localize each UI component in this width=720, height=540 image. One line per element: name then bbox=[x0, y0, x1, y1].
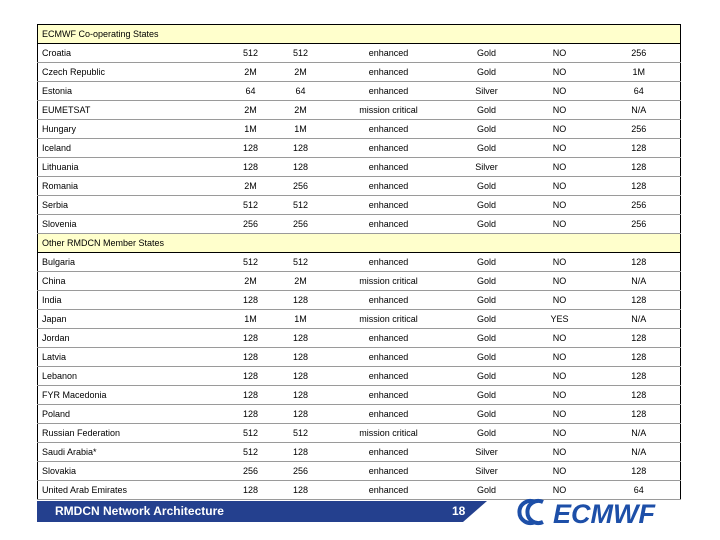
outbound-bandwidth-cell: 128 bbox=[276, 367, 326, 386]
service-class-cell: Gold bbox=[452, 405, 522, 424]
outbound-bandwidth-cell: 256 bbox=[276, 462, 326, 481]
outbound-bandwidth-cell: 1M bbox=[276, 310, 326, 329]
country-name-cell: Bulgaria bbox=[38, 253, 226, 272]
table-row bbox=[38, 291, 681, 310]
backup-bandwidth-cell: 1M bbox=[598, 63, 681, 82]
backup-bandwidth-cell: N/A bbox=[598, 443, 681, 462]
backup-bandwidth-cell: 128 bbox=[598, 405, 681, 424]
inbound-bandwidth-cell: 2M bbox=[226, 101, 276, 120]
backup-flag-cell: NO bbox=[522, 158, 598, 177]
backup-flag-cell: NO bbox=[522, 443, 598, 462]
inbound-bandwidth-cell: 512 bbox=[226, 44, 276, 63]
backup-flag-cell: NO bbox=[522, 291, 598, 310]
backup-flag-cell: NO bbox=[522, 82, 598, 101]
table-row bbox=[38, 386, 681, 405]
backup-flag-cell: NO bbox=[522, 481, 598, 500]
section-title: Other RMDCN Member States bbox=[38, 234, 681, 253]
backup-bandwidth-cell: 128 bbox=[598, 367, 681, 386]
inbound-bandwidth-cell: 512 bbox=[226, 196, 276, 215]
outbound-bandwidth-cell: 128 bbox=[276, 386, 326, 405]
service-class-cell: Gold bbox=[452, 215, 522, 234]
backup-flag-cell: NO bbox=[522, 405, 598, 424]
access-type-cell: enhanced bbox=[326, 215, 452, 234]
table-row bbox=[38, 272, 681, 291]
country-name-cell: Japan bbox=[38, 310, 226, 329]
section-header bbox=[38, 25, 681, 44]
outbound-bandwidth-cell: 128 bbox=[276, 405, 326, 424]
inbound-bandwidth-cell: 128 bbox=[226, 348, 276, 367]
country-name-cell: Lithuania bbox=[38, 158, 226, 177]
backup-flag-cell: NO bbox=[522, 101, 598, 120]
table-row bbox=[38, 329, 681, 348]
inbound-bandwidth-cell: 128 bbox=[226, 139, 276, 158]
outbound-bandwidth-cell: 512 bbox=[276, 424, 326, 443]
member-states-table-container bbox=[37, 24, 680, 500]
access-type-cell: enhanced bbox=[326, 44, 452, 63]
table-row bbox=[38, 196, 681, 215]
service-class-cell: Silver bbox=[452, 158, 522, 177]
table-row bbox=[38, 63, 681, 82]
service-class-cell: Gold bbox=[452, 386, 522, 405]
backup-flag-cell: YES bbox=[522, 310, 598, 329]
access-type-cell: enhanced bbox=[326, 63, 452, 82]
backup-flag-cell: NO bbox=[522, 120, 598, 139]
table-row bbox=[38, 424, 681, 443]
inbound-bandwidth-cell: 256 bbox=[226, 462, 276, 481]
access-type-cell: enhanced bbox=[326, 348, 452, 367]
backup-flag-cell: NO bbox=[522, 44, 598, 63]
inbound-bandwidth-cell: 2M bbox=[226, 177, 276, 196]
footer-title: RMDCN Network Architecture bbox=[55, 504, 224, 518]
country-name-cell: India bbox=[38, 291, 226, 310]
service-class-cell: Gold bbox=[452, 44, 522, 63]
backup-bandwidth-cell: 256 bbox=[598, 44, 681, 63]
table-row bbox=[38, 367, 681, 386]
inbound-bandwidth-cell: 512 bbox=[226, 253, 276, 272]
inbound-bandwidth-cell: 128 bbox=[226, 367, 276, 386]
outbound-bandwidth-cell: 1M bbox=[276, 120, 326, 139]
backup-bandwidth-cell: 128 bbox=[598, 386, 681, 405]
outbound-bandwidth-cell: 64 bbox=[276, 82, 326, 101]
table-row bbox=[38, 82, 681, 101]
member-states-table bbox=[37, 24, 681, 500]
table-row bbox=[38, 310, 681, 329]
access-type-cell: enhanced bbox=[326, 158, 452, 177]
country-name-cell: Poland bbox=[38, 405, 226, 424]
access-type-cell: enhanced bbox=[326, 291, 452, 310]
access-type-cell: enhanced bbox=[326, 462, 452, 481]
page-number: 18 bbox=[452, 504, 466, 518]
country-name-cell: Slovenia bbox=[38, 215, 226, 234]
backup-flag-cell: NO bbox=[522, 215, 598, 234]
country-name-cell: FYR Macedonia bbox=[38, 386, 226, 405]
inbound-bandwidth-cell: 2M bbox=[226, 272, 276, 291]
country-name-cell: Estonia bbox=[38, 82, 226, 101]
outbound-bandwidth-cell: 512 bbox=[276, 44, 326, 63]
backup-bandwidth-cell: N/A bbox=[598, 272, 681, 291]
access-type-cell: enhanced bbox=[326, 329, 452, 348]
outbound-bandwidth-cell: 2M bbox=[276, 272, 326, 291]
outbound-bandwidth-cell: 128 bbox=[276, 443, 326, 462]
inbound-bandwidth-cell: 128 bbox=[226, 405, 276, 424]
inbound-bandwidth-cell: 128 bbox=[226, 386, 276, 405]
backup-bandwidth-cell: 128 bbox=[598, 139, 681, 158]
access-type-cell: enhanced bbox=[326, 82, 452, 101]
service-class-cell: Gold bbox=[452, 120, 522, 139]
outbound-bandwidth-cell: 128 bbox=[276, 481, 326, 500]
backup-flag-cell: NO bbox=[522, 63, 598, 82]
service-class-cell: Gold bbox=[452, 329, 522, 348]
access-type-cell: enhanced bbox=[326, 443, 452, 462]
table-row bbox=[38, 215, 681, 234]
backup-bandwidth-cell: 128 bbox=[598, 462, 681, 481]
backup-bandwidth-cell: 128 bbox=[598, 329, 681, 348]
backup-flag-cell: NO bbox=[522, 196, 598, 215]
access-type-cell: mission critical bbox=[326, 310, 452, 329]
country-name-cell: Lebanon bbox=[38, 367, 226, 386]
backup-flag-cell: NO bbox=[522, 139, 598, 158]
table-row bbox=[38, 139, 681, 158]
backup-bandwidth-cell: 256 bbox=[598, 196, 681, 215]
inbound-bandwidth-cell: 128 bbox=[226, 291, 276, 310]
access-type-cell: enhanced bbox=[326, 367, 452, 386]
service-class-cell: Gold bbox=[452, 196, 522, 215]
service-class-cell: Gold bbox=[452, 101, 522, 120]
service-class-cell: Gold bbox=[452, 481, 522, 500]
inbound-bandwidth-cell: 64 bbox=[226, 82, 276, 101]
access-type-cell: mission critical bbox=[326, 101, 452, 120]
outbound-bandwidth-cell: 512 bbox=[276, 196, 326, 215]
backup-bandwidth-cell: 128 bbox=[598, 177, 681, 196]
backup-flag-cell: NO bbox=[522, 462, 598, 481]
table-row bbox=[38, 44, 681, 63]
table-row bbox=[38, 120, 681, 139]
ecmwf-logo bbox=[505, 495, 675, 529]
backup-bandwidth-cell: 256 bbox=[598, 215, 681, 234]
outbound-bandwidth-cell: 2M bbox=[276, 63, 326, 82]
table-row bbox=[38, 253, 681, 272]
backup-flag-cell: NO bbox=[522, 177, 598, 196]
outbound-bandwidth-cell: 128 bbox=[276, 329, 326, 348]
inbound-bandwidth-cell: 1M bbox=[226, 310, 276, 329]
outbound-bandwidth-cell: 2M bbox=[276, 101, 326, 120]
country-name-cell: Serbia bbox=[38, 196, 226, 215]
country-name-cell: Russian Federation bbox=[38, 424, 226, 443]
country-name-cell: Czech Republic bbox=[38, 63, 226, 82]
table-row bbox=[38, 348, 681, 367]
table-row bbox=[38, 443, 681, 462]
outbound-bandwidth-cell: 256 bbox=[276, 177, 326, 196]
inbound-bandwidth-cell: 512 bbox=[226, 424, 276, 443]
service-class-cell: Gold bbox=[452, 177, 522, 196]
backup-flag-cell: NO bbox=[522, 367, 598, 386]
access-type-cell: mission critical bbox=[326, 424, 452, 443]
country-name-cell: Croatia bbox=[38, 44, 226, 63]
outbound-bandwidth-cell: 128 bbox=[276, 291, 326, 310]
backup-flag-cell: NO bbox=[522, 386, 598, 405]
outbound-bandwidth-cell: 128 bbox=[276, 139, 326, 158]
outbound-bandwidth-cell: 128 bbox=[276, 348, 326, 367]
access-type-cell: mission critical bbox=[326, 272, 452, 291]
service-class-cell: Silver bbox=[452, 462, 522, 481]
backup-bandwidth-cell: 256 bbox=[598, 120, 681, 139]
service-class-cell: Gold bbox=[452, 139, 522, 158]
service-class-cell: Gold bbox=[452, 348, 522, 367]
table-row bbox=[38, 158, 681, 177]
inbound-bandwidth-cell: 128 bbox=[226, 158, 276, 177]
backup-flag-cell: NO bbox=[522, 253, 598, 272]
inbound-bandwidth-cell: 2M bbox=[226, 63, 276, 82]
country-name-cell: Slovakia bbox=[38, 462, 226, 481]
backup-bandwidth-cell: 128 bbox=[598, 253, 681, 272]
country-name-cell: Romania bbox=[38, 177, 226, 196]
backup-bandwidth-cell: 128 bbox=[598, 291, 681, 310]
inbound-bandwidth-cell: 256 bbox=[226, 215, 276, 234]
country-name-cell: United Arab Emirates bbox=[38, 481, 226, 500]
access-type-cell: enhanced bbox=[326, 139, 452, 158]
service-class-cell: Silver bbox=[452, 82, 522, 101]
access-type-cell: enhanced bbox=[326, 177, 452, 196]
backup-bandwidth-cell: 64 bbox=[598, 82, 681, 101]
service-class-cell: Gold bbox=[452, 63, 522, 82]
country-name-cell: Jordan bbox=[38, 329, 226, 348]
service-class-cell: Silver bbox=[452, 443, 522, 462]
backup-bandwidth-cell: 64 bbox=[598, 481, 681, 500]
backup-flag-cell: NO bbox=[522, 348, 598, 367]
table-row bbox=[38, 462, 681, 481]
outbound-bandwidth-cell: 128 bbox=[276, 158, 326, 177]
backup-bandwidth-cell: 128 bbox=[598, 158, 681, 177]
country-name-cell: Iceland bbox=[38, 139, 226, 158]
service-class-cell: Gold bbox=[452, 424, 522, 443]
backup-bandwidth-cell: N/A bbox=[598, 424, 681, 443]
access-type-cell: enhanced bbox=[326, 405, 452, 424]
access-type-cell: enhanced bbox=[326, 253, 452, 272]
outbound-bandwidth-cell: 256 bbox=[276, 215, 326, 234]
backup-bandwidth-cell: 128 bbox=[598, 348, 681, 367]
access-type-cell: enhanced bbox=[326, 120, 452, 139]
backup-flag-cell: NO bbox=[522, 329, 598, 348]
section-header bbox=[38, 234, 681, 253]
backup-bandwidth-cell: N/A bbox=[598, 101, 681, 120]
access-type-cell: enhanced bbox=[326, 481, 452, 500]
inbound-bandwidth-cell: 128 bbox=[226, 329, 276, 348]
country-name-cell: China bbox=[38, 272, 226, 291]
table-row bbox=[38, 177, 681, 196]
service-class-cell: Gold bbox=[452, 310, 522, 329]
service-class-cell: Gold bbox=[452, 367, 522, 386]
service-class-cell: Gold bbox=[452, 272, 522, 291]
country-name-cell: Latvia bbox=[38, 348, 226, 367]
section-title: ECMWF Co-operating States bbox=[38, 25, 681, 44]
outbound-bandwidth-cell: 512 bbox=[276, 253, 326, 272]
inbound-bandwidth-cell: 1M bbox=[226, 120, 276, 139]
backup-bandwidth-cell: N/A bbox=[598, 310, 681, 329]
backup-flag-cell: NO bbox=[522, 272, 598, 291]
country-name-cell: EUMETSAT bbox=[38, 101, 226, 120]
country-name-cell: Hungary bbox=[38, 120, 226, 139]
country-name-cell: Saudi Arabia* bbox=[38, 443, 226, 462]
inbound-bandwidth-cell: 128 bbox=[226, 481, 276, 500]
service-class-cell: Gold bbox=[452, 253, 522, 272]
access-type-cell: enhanced bbox=[326, 386, 452, 405]
logo-wordmark: ECMWF bbox=[553, 499, 655, 529]
service-class-cell: Gold bbox=[452, 291, 522, 310]
table-row bbox=[38, 405, 681, 424]
table-row bbox=[38, 101, 681, 120]
access-type-cell: enhanced bbox=[326, 196, 452, 215]
inbound-bandwidth-cell: 512 bbox=[226, 443, 276, 462]
backup-flag-cell: NO bbox=[522, 424, 598, 443]
